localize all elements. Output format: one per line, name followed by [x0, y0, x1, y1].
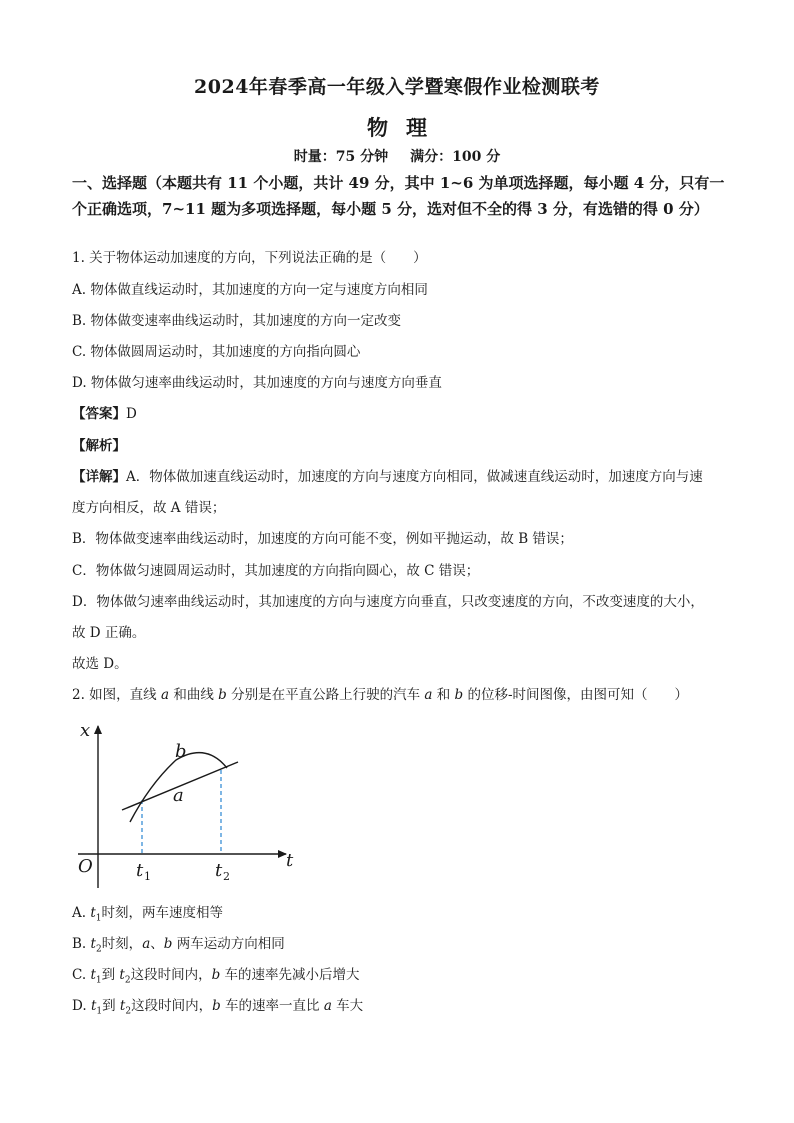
- origin-label: O: [78, 856, 93, 877]
- curve-b-label: b: [175, 741, 187, 762]
- q1-option-a: A. 物体做直线运动时，其加速度的方向一定与速度方向相同: [72, 282, 428, 298]
- q2-stem-part: 和: [432, 687, 455, 703]
- q1-detail-d-2: 故 D 正确。: [72, 625, 146, 641]
- q2-stem-part: 2. 如图，直线: [72, 687, 161, 703]
- t1-label: t: [136, 860, 144, 881]
- q1-detail-a-1: [72, 467, 732, 487]
- full-score: 满分：100 分: [410, 149, 501, 165]
- opt-text: 时刻，两车速度相等: [101, 905, 224, 921]
- var-t: t: [90, 936, 96, 952]
- opt-prefix: D.: [72, 998, 91, 1014]
- y-axis-label: x: [80, 720, 91, 741]
- q1-detail-c: C．物体做匀速圆周运动时，其加速度的方向指向圆心，故 C 错误；: [72, 563, 480, 579]
- opt-text: 时刻，: [101, 936, 143, 952]
- var-t: t: [119, 967, 125, 983]
- opt-prefix: B.: [72, 936, 91, 952]
- var-b: b: [212, 998, 221, 1014]
- var-a: a: [160, 687, 170, 703]
- var-b: b: [211, 967, 221, 983]
- t2-subscript: 2: [223, 870, 230, 883]
- answer-value: D: [126, 406, 137, 422]
- subscript: 2: [124, 975, 131, 986]
- subscript: 1: [95, 975, 102, 986]
- subscript: 1: [96, 1006, 103, 1017]
- subject-title: 物理: [367, 115, 445, 140]
- q2-stem-part: 的位移-时间图像，由图可知（ ）: [463, 687, 689, 703]
- var-b: b: [218, 687, 227, 703]
- var-t: t: [90, 998, 97, 1014]
- q1-detail-b: B．物体做变速率曲线运动时，加速度的方向可能不变，例如平抛运动，故 B 错误；: [72, 531, 573, 547]
- q2-option-d: [72, 996, 732, 1022]
- var-a: a: [424, 687, 433, 703]
- exam-title: 2024年春季高一年级入学暨寒假作业检测联考: [194, 76, 600, 98]
- detail-a-text: A．物体做加速直线运动时，加速度的方向与速度方向相同，做减速直线运动时，加速度方向与速: [126, 469, 703, 485]
- opt-text: 这段时间内，: [131, 998, 213, 1014]
- opt-prefix: C.: [72, 967, 91, 983]
- q2-option-a: [72, 903, 732, 929]
- q1-stem: 1. 关于物体运动加速度的方向，下列说法正确的是（ ）: [72, 250, 427, 266]
- var-t: t: [90, 905, 96, 921]
- time-limit: 时量：75 分钟: [293, 149, 389, 165]
- subscript: 2: [125, 1006, 132, 1017]
- opt-text: 两车运动方向相同: [172, 936, 285, 952]
- line-a-label: a: [173, 785, 184, 806]
- opt-text: 到: [101, 967, 120, 983]
- q1-conclusion: 故选 D。: [72, 656, 128, 672]
- q1-option-b: B. 物体做变速率曲线运动时，其加速度的方向一定改变: [72, 313, 402, 329]
- var-a: a: [142, 936, 151, 952]
- q2-stem-part: 和曲线: [169, 687, 219, 703]
- t1-subscript: 1: [144, 870, 151, 883]
- subscript: 2: [95, 944, 102, 955]
- time-score-info: [0, 146, 794, 166]
- q1-option-c: C. 物体做圆周运动时，其加速度的方向指向圆心: [72, 344, 361, 360]
- opt-prefix: A.: [72, 905, 91, 921]
- q1-analysis-label: [72, 436, 732, 456]
- var-t: t: [119, 998, 126, 1014]
- opt-text: 车的速率先减小后增大: [220, 967, 360, 983]
- subscript: 1: [95, 913, 102, 924]
- position-time-graph: [72, 712, 312, 892]
- var-b: b: [163, 936, 173, 952]
- answer-label: 【答案】: [72, 406, 126, 422]
- opt-text: 车大: [331, 998, 364, 1014]
- q1-option-d: D. 物体做匀速率曲线运动时，其加速度的方向与速度方向垂直: [72, 375, 442, 391]
- detail-label: 【详解】: [72, 469, 126, 485]
- var-b: b: [454, 687, 464, 703]
- x-axis-label: t: [286, 850, 294, 871]
- q1-detail-a-2: 度方向相反，故 A 错误；: [72, 500, 226, 516]
- var-a: a: [323, 998, 332, 1014]
- q2-option-b: [72, 934, 732, 960]
- q2-stem-part: 分别是在平直公路上行驶的汽车: [226, 687, 425, 703]
- var-t: t: [90, 967, 96, 983]
- q2-option-c: [72, 965, 732, 991]
- t2-label: t: [215, 860, 223, 881]
- opt-text: 这段时间内，: [130, 967, 212, 983]
- q1-detail-d-1: D．物体做匀速率曲线运动时，其加速度的方向与速度方向垂直，只改变速度的方向，不改变速度的大小，: [72, 594, 704, 610]
- analysis-label: 【解析】: [72, 438, 126, 454]
- section-heading: 一、选择题（本题共有 11 个小题，共计 49 分，其中 1~6 为单项选择题，每小题 4 分，只有一个正确选项，7~11 题为多项选择题，每小题 5 分，选对但不全的得 3 分，有选错的得 0 分）: [72, 174, 725, 218]
- opt-text: 车的速率一直比: [220, 998, 324, 1014]
- q1-answer: [72, 404, 732, 424]
- opt-text: 到: [102, 998, 120, 1014]
- opt-text: 、: [150, 936, 164, 952]
- q2-stem: [72, 685, 732, 705]
